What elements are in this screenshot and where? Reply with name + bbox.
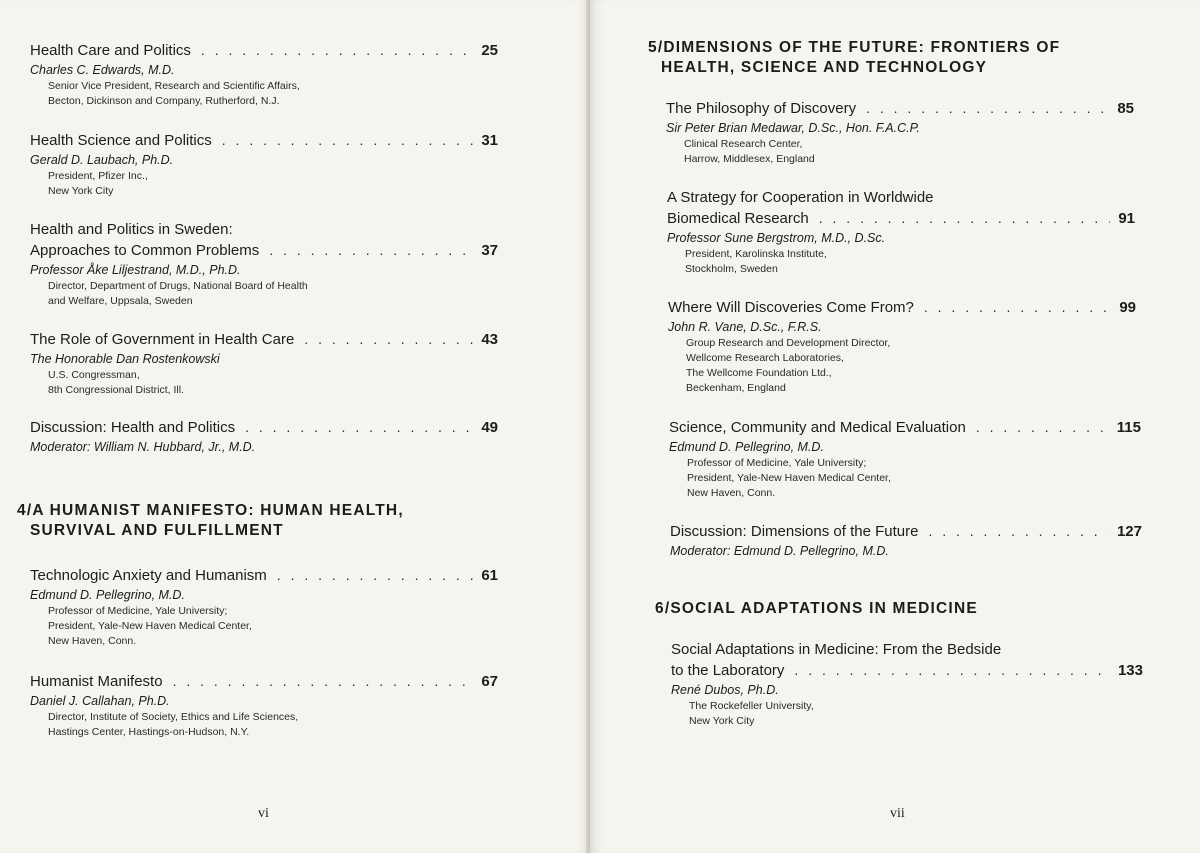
affiliation-line: President, Karolinska Institute, [685, 248, 827, 260]
page-number: 99 [1119, 299, 1136, 316]
affiliation-line: New York City [48, 185, 114, 197]
leader-dots [819, 208, 1111, 228]
affiliation-line: Director, Institute of Society, Ethics and Life Sciences, [48, 711, 299, 723]
page-number: 133 [1117, 662, 1143, 679]
section-heading [17, 501, 404, 541]
affiliation-line: New Haven, Conn. [687, 487, 776, 499]
affiliation-line: The Wellcome Foundation Ltd., [686, 367, 832, 379]
page-number: 43 [481, 331, 498, 348]
affiliation-line: The Rockefeller University, [689, 700, 814, 712]
toc-entry[interactable] [30, 40, 498, 109]
toc-entry[interactable] [30, 417, 498, 456]
entry-title: Humanist Manifesto [30, 673, 163, 690]
entry-title: Where Will Discoveries Come From? [668, 299, 914, 316]
entry-title: Biomedical Research [667, 210, 809, 227]
section-heading-line: HEALTH, SCIENCE AND TECHNOLOGY [661, 59, 988, 76]
entry-title: Health Science and Politics [30, 132, 212, 149]
entry-author: Edmund D. Pellegrino, M.D. [669, 440, 824, 454]
entry-author: The Honorable Dan Rostenkowski [30, 352, 220, 366]
page-number: 49 [481, 419, 498, 436]
page-number: 25 [481, 42, 498, 59]
entry-title: Discussion: Dimensions of the Future [670, 523, 919, 540]
entry-title: to the Laboratory [671, 662, 785, 679]
section-heading-line: SURVIVAL AND FULFILLMENT [30, 522, 284, 539]
right-page [590, 0, 1200, 853]
leader-dots [304, 329, 473, 349]
leader-dots [277, 565, 474, 585]
page-number: 37 [481, 242, 498, 259]
toc-entry[interactable] [30, 565, 498, 649]
toc-entry[interactable] [667, 188, 1135, 277]
page-folio: vi [258, 806, 269, 821]
page-number: 67 [481, 673, 498, 690]
leader-dots [924, 297, 1111, 317]
entry-title: The Role of Government in Health Care [30, 331, 295, 348]
affiliation-line: Professor of Medicine, Yale University; [48, 605, 228, 617]
toc-entry[interactable] [30, 329, 498, 398]
leader-dots [928, 521, 1109, 541]
toc-entry[interactable] [668, 297, 1136, 396]
affiliation-line: 8th Congressional District, Ill. [48, 384, 184, 396]
affiliation-line: Clinical Research Center, [684, 138, 803, 150]
affiliation-line: Professor of Medicine, Yale University; [687, 457, 867, 469]
page-number: 127 [1116, 523, 1142, 540]
toc-entry[interactable] [670, 521, 1142, 560]
entry-author: Professor Åke Liljestrand, M.D., Ph.D. [30, 263, 241, 277]
section-heading [648, 38, 1060, 78]
entry-author: Daniel J. Callahan, Ph.D. [30, 694, 170, 708]
section-heading-line: 5/DIMENSIONS OF THE FUTURE: FRONTIERS OF [648, 39, 1061, 56]
page-number: 61 [481, 567, 498, 584]
leader-dots [173, 671, 474, 691]
affiliation-line: Hastings Center, Hastings-on-Hudson, N.Y. [48, 726, 250, 738]
left-page [0, 0, 590, 853]
page-number: 91 [1118, 210, 1135, 227]
entry-author: Sir Peter Brian Medawar, D.Sc., Hon. F.A.C.P. [666, 121, 920, 135]
leader-dots [201, 40, 473, 60]
entry-author: John R. Vane, D.Sc., F.R.S. [668, 320, 822, 334]
section-heading-line: 4/A HUMANIST MANIFESTO: HUMAN HEALTH, [17, 502, 404, 519]
affiliation-line: President, Pfizer Inc., [48, 170, 148, 182]
affiliation-line: Becton, Dickinson and Company, Rutherford, N.J. [48, 95, 280, 107]
affiliation-line: President, Yale-New Haven Medical Center, [687, 472, 891, 484]
leader-dots [866, 98, 1109, 118]
affiliation-line: Stockholm, Sweden [685, 263, 778, 275]
entry-title: Discussion: Health and Politics [30, 419, 236, 436]
affiliation-line: U.S. Congressman, [48, 369, 140, 381]
entry-title: Approaches to Common Problems [30, 242, 260, 259]
leader-dots [269, 240, 473, 260]
toc-entry[interactable] [669, 417, 1141, 501]
affiliation-line: New Haven, Conn. [48, 635, 137, 647]
entry-title: The Philosophy of Discovery [666, 100, 857, 117]
toc-entry[interactable] [30, 220, 498, 309]
toc-entry[interactable] [30, 130, 498, 199]
affiliation-line: President, Yale-New Haven Medical Center, [48, 620, 252, 632]
entry-title-line: Social Adaptations in Medicine: From the Bedside [671, 641, 1002, 658]
entry-title: Technologic Anxiety and Humanism [30, 567, 267, 584]
leader-dots [222, 130, 474, 150]
affiliation-line: New York City [689, 715, 755, 727]
entry-title-line: A Strategy for Cooperation in Worldwide [667, 189, 934, 206]
section-heading-line: 6/SOCIAL ADAPTATIONS IN MEDICINE [655, 600, 978, 617]
entry-author: Gerald D. Laubach, Ph.D. [30, 153, 174, 167]
entry-author: Moderator: William N. Hubbard, Jr., M.D. [30, 440, 256, 454]
page-folio: vii [890, 806, 905, 821]
affiliation-line: Senior Vice President, Research and Scientific Affairs, [48, 80, 300, 92]
entry-author: Moderator: Edmund D. Pellegrino, M.D. [670, 544, 889, 558]
affiliation-line: Beckenham, England [686, 382, 786, 394]
page-number: 31 [481, 132, 498, 149]
entry-title: Health Care and Politics [30, 42, 191, 59]
leader-dots [794, 660, 1110, 680]
entry-author: Edmund D. Pellegrino, M.D. [30, 588, 185, 602]
entry-author: Professor Sune Bergstrom, M.D., D.Sc. [667, 231, 886, 245]
toc-entry[interactable] [666, 98, 1134, 167]
affiliation-line: Wellcome Research Laboratories, [686, 352, 844, 364]
affiliation-line: Group Research and Development Director, [686, 337, 891, 349]
affiliation-line: Director, Department of Drugs, National Board of Health [48, 280, 308, 292]
page-number: 85 [1117, 100, 1134, 117]
entry-author: René Dubos, Ph.D. [671, 683, 779, 697]
entry-author: Charles C. Edwards, M.D. [30, 63, 175, 77]
entry-title-line: Health and Politics in Sweden: [30, 221, 233, 238]
affiliation-line: and Welfare, Uppsala, Sweden [48, 295, 193, 307]
toc-entry[interactable] [671, 640, 1143, 729]
section-heading [655, 599, 978, 619]
leader-dots [976, 417, 1109, 437]
affiliation-line: Harrow, Middlesex, England [684, 153, 815, 165]
page-number: 115 [1116, 419, 1141, 436]
entry-title: Science, Community and Medical Evaluation [669, 419, 966, 436]
toc-entry[interactable] [30, 671, 498, 740]
leader-dots [245, 417, 473, 437]
